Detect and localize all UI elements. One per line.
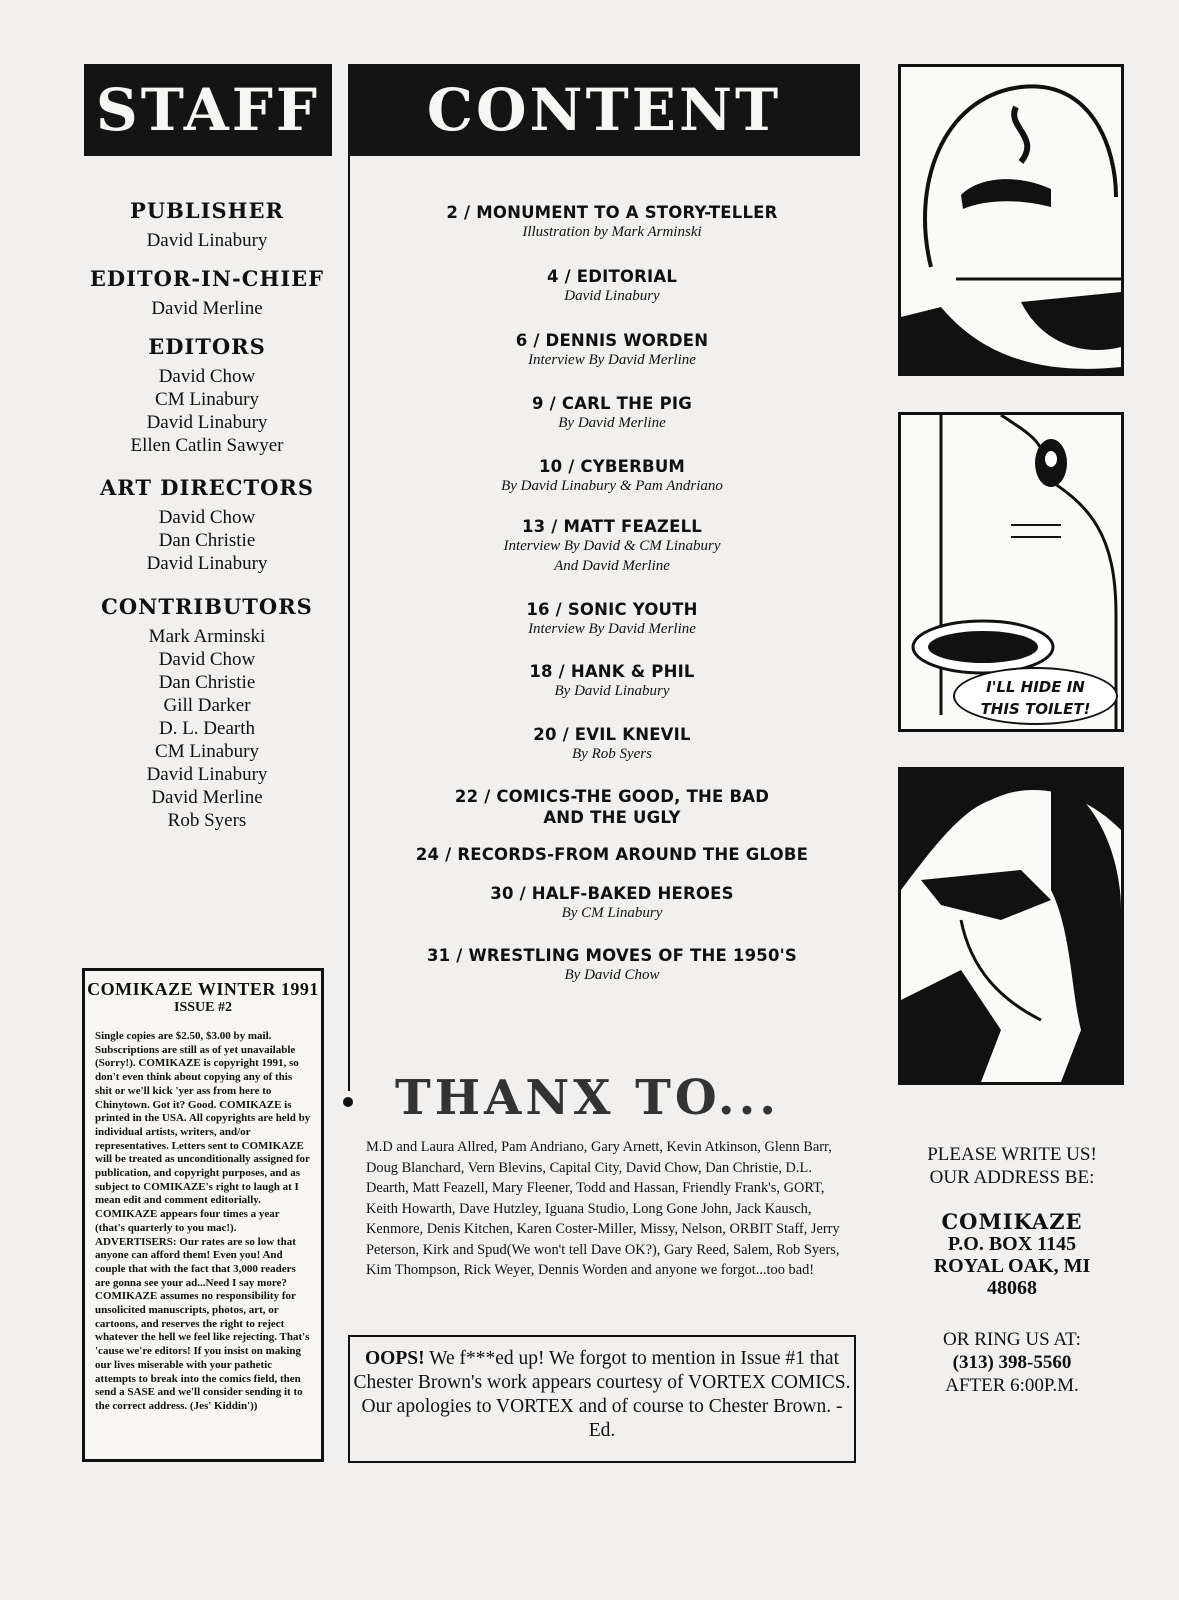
toc-item <box>352 884 872 923</box>
staff-name: CM Linabury <box>155 389 259 410</box>
thanx-heading-text: THANX TO... <box>395 1070 780 1126</box>
toc-title: 18 / HANK & PHIL <box>529 662 695 681</box>
comic-panel-skull <box>898 412 1124 732</box>
toc-title: 30 / HALF-BAKED HEROES <box>490 884 734 903</box>
face-illustration <box>901 67 1121 373</box>
toc-title: 22 / COMICS-THE GOOD, THE BAD AND THE UGLY <box>454 787 770 827</box>
toc-item <box>352 394 872 433</box>
speech-bubble <box>953 667 1118 725</box>
staff-name: D. L. Dearth <box>158 718 256 739</box>
staff-name: Ellen Catlin Sawyer <box>130 435 284 456</box>
toc-item <box>352 457 872 496</box>
comic-panel-face <box>898 64 1124 376</box>
section-title: CONTRIBUTORS <box>101 594 313 619</box>
phone-info <box>892 1328 1132 1397</box>
toc-item <box>352 725 872 764</box>
toc-item <box>352 517 872 576</box>
toc-title: 24 / RECORDS-FROM AROUND THE GLOBE <box>415 845 809 864</box>
toc-title: 10 / CYBERBUM <box>538 457 686 476</box>
toc-item <box>352 203 872 242</box>
toc-title: 2 / MONUMENT TO A STORY-TELLER <box>446 203 778 222</box>
staff-name: CM Linabury <box>155 741 259 762</box>
toc-item <box>352 845 872 864</box>
oops-lead: OOPS! <box>364 1348 425 1369</box>
toc-item <box>352 786 872 828</box>
staff-name: David Merline <box>151 298 263 319</box>
toc-credit: Interview By David Merline <box>528 621 696 637</box>
speech-text: I'LL HIDE IN THIS TOILET! <box>980 678 1091 718</box>
section-title: ART DIRECTORS <box>99 475 315 500</box>
toc-credit: Illustration by Mark Arminski <box>522 224 702 240</box>
address-zip: 48068 <box>987 1277 1037 1299</box>
staff-name: David Merline <box>151 787 263 808</box>
toc-title: 4 / EDITORIAL <box>546 267 678 286</box>
toc-credit: By David Linabury & Pam Andriano <box>501 478 723 494</box>
staff-heading <box>84 64 332 156</box>
oops-notice <box>348 1335 856 1463</box>
toc-item <box>352 946 872 985</box>
staff-editor-in-chief <box>82 266 332 320</box>
toc-item <box>352 600 872 639</box>
address-po-box: P.O. BOX 1145 <box>947 1233 1077 1255</box>
staff-contributors <box>82 594 332 832</box>
staff-name: Mark Arminski <box>148 626 266 647</box>
info-issue: ISSUE #2 <box>174 1000 232 1015</box>
thanx-heading <box>395 1070 855 1126</box>
toc-item <box>352 662 872 701</box>
staff-publisher <box>82 198 332 252</box>
content-heading-text: CONTENT <box>426 76 782 144</box>
toc-item <box>352 331 872 370</box>
mailing-address <box>892 1211 1132 1299</box>
comic-panel-profile <box>898 767 1124 1085</box>
staff-name: Dan Christie <box>158 672 256 693</box>
staff-name: David Chow <box>158 507 256 528</box>
toc-item <box>352 267 872 306</box>
staff-name: David Chow <box>158 366 256 387</box>
staff-name: Rob Syers <box>167 810 247 831</box>
write-prompt <box>892 1143 1132 1189</box>
section-title: EDITOR-IN-CHIEF <box>89 266 325 291</box>
content-divider <box>348 156 350 1091</box>
toc-title: 16 / SONIC YOUTH <box>526 600 698 619</box>
staff-name: David Linabury <box>146 412 268 433</box>
toc-credit: By Rob Syers <box>572 746 652 762</box>
toc-credit: By David Chow <box>564 967 660 983</box>
call-hours: AFTER 6:00P.M. <box>945 1375 1079 1396</box>
address-name: COMIKAZE <box>941 1209 1083 1234</box>
toc-credit: David Linabury <box>564 288 660 304</box>
toc-credit: Interview By David & CM Linabury And David Merline <box>503 538 721 574</box>
section-title: PUBLISHER <box>130 198 284 223</box>
staff-name: David Linabury <box>146 230 268 251</box>
staff-name: David Chow <box>158 649 256 670</box>
content-heading <box>348 64 860 156</box>
section-title: EDITORS <box>148 334 266 359</box>
write-prompt-line2: OUR ADDRESS BE: <box>929 1167 1095 1188</box>
toc-title: 31 / WRESTLING MOVES OF THE 1950'S <box>427 946 797 965</box>
toc-title: 13 / MATT FEAZELL <box>522 517 702 536</box>
toc-credit: Interview By David Merline <box>528 352 696 368</box>
toc-title: 20 / EVIL KNEVIL <box>533 725 691 744</box>
staff-name: David Linabury <box>146 764 268 785</box>
phone-number: (313) 398-5560 <box>952 1352 1072 1373</box>
staff-editors <box>82 334 332 457</box>
info-body: Single copies are $2.50, $3.00 by mail. Subscriptions are still as of yet unavailable (Sorry!). COMIKAZE is copyright 1991, so don't even think about copying any of this shit or we'll kick 'yer ass from here to Chinytown. Got it? Good. COMIKAZE is printed in the USA. All copyrights are held by individual artists, writers, and/or representatives. Letters sent to COMIKAZE will be treated as unconditionally assigned for publication, and copyright purposes, and as subject to COMIKAZE's right to laugh at I mean edit and comment editorially. COMIKAZE appears four times a year (that's quarterly to you mac!). ADVERTISERS: Our rates are so low that anyone can afford them! Even you! And couple that with the fact that 3,000 readers are gonna see your ad...Need I say more? COMIKAZE assumes no responsibility for unsolicited manuscripts, photos, art, or cartoons, and reserves the right to reject whatever the hell we feel like rejecting. That's 'cause we're editors! If you insist on making our lives miserable with your pathetic attempts to break into the comics field, then send a SASE and we'll consider sending it to the correct address. (Jes' Kiddin')) <box>95 1030 311 1412</box>
address-city: ROYAL OAK, MI <box>933 1255 1091 1277</box>
thanx-body: M.D and Laura Allred, Pam Andriano, Gary Arnett, Kevin Atkinson, Glenn Barr, Doug Blanchard, Vern Blevins, Capital City, David Chow, Dan Christie, D.L. Dearth, Matt Feazell, Mary Fleener, Todd and Hassan, Friendly Frank's, GORT, Keith Howarth, Dave Hutzley, Iguana Studio, Long Gone John, Jack Kausch, Kenmore, Denis Kitchen, Karen Coster-Miller, Missy, Nelson, ORBIT Staff, Jerry Peterson, Kirk and Spud(We won't tell Dave OK?), Gary Reed, Salem, Rob Syers, Kim Thompson, Rick Weyer, Dennis Worden and anyone we forgot...too bad! <box>366 1139 840 1278</box>
divider-dot <box>343 1097 353 1107</box>
toc-credit: By CM Linabury <box>561 905 663 921</box>
toc-credit: By David Linabury <box>554 683 670 699</box>
staff-name: Dan Christie <box>158 530 256 551</box>
profile-illustration <box>901 770 1121 1082</box>
ring-line: OR RING US AT: <box>943 1329 1081 1350</box>
info-heading: COMIKAZE WINTER 1991 <box>87 979 319 999</box>
toc-title: 9 / CARL THE PIG <box>532 394 692 413</box>
staff-name: Gill Darker <box>163 695 251 716</box>
toc-credit: By David Merline <box>558 415 666 431</box>
staff-name: David Linabury <box>146 553 268 574</box>
issue-info-box <box>82 968 324 1462</box>
oops-text: We f***ed up! We forgot to mention in Issue #1 that Chester Brown's work appears courtesy of VORTEX COMICS. Our apologies to VORTEX and of course to Chester Brown. -Ed. <box>353 1348 851 1441</box>
staff-art-directors <box>82 475 332 575</box>
toc-title: 6 / DENNIS WORDEN <box>515 331 709 350</box>
write-prompt-line1: PLEASE WRITE US! <box>927 1144 1097 1165</box>
staff-heading-text: STAFF <box>95 76 321 144</box>
